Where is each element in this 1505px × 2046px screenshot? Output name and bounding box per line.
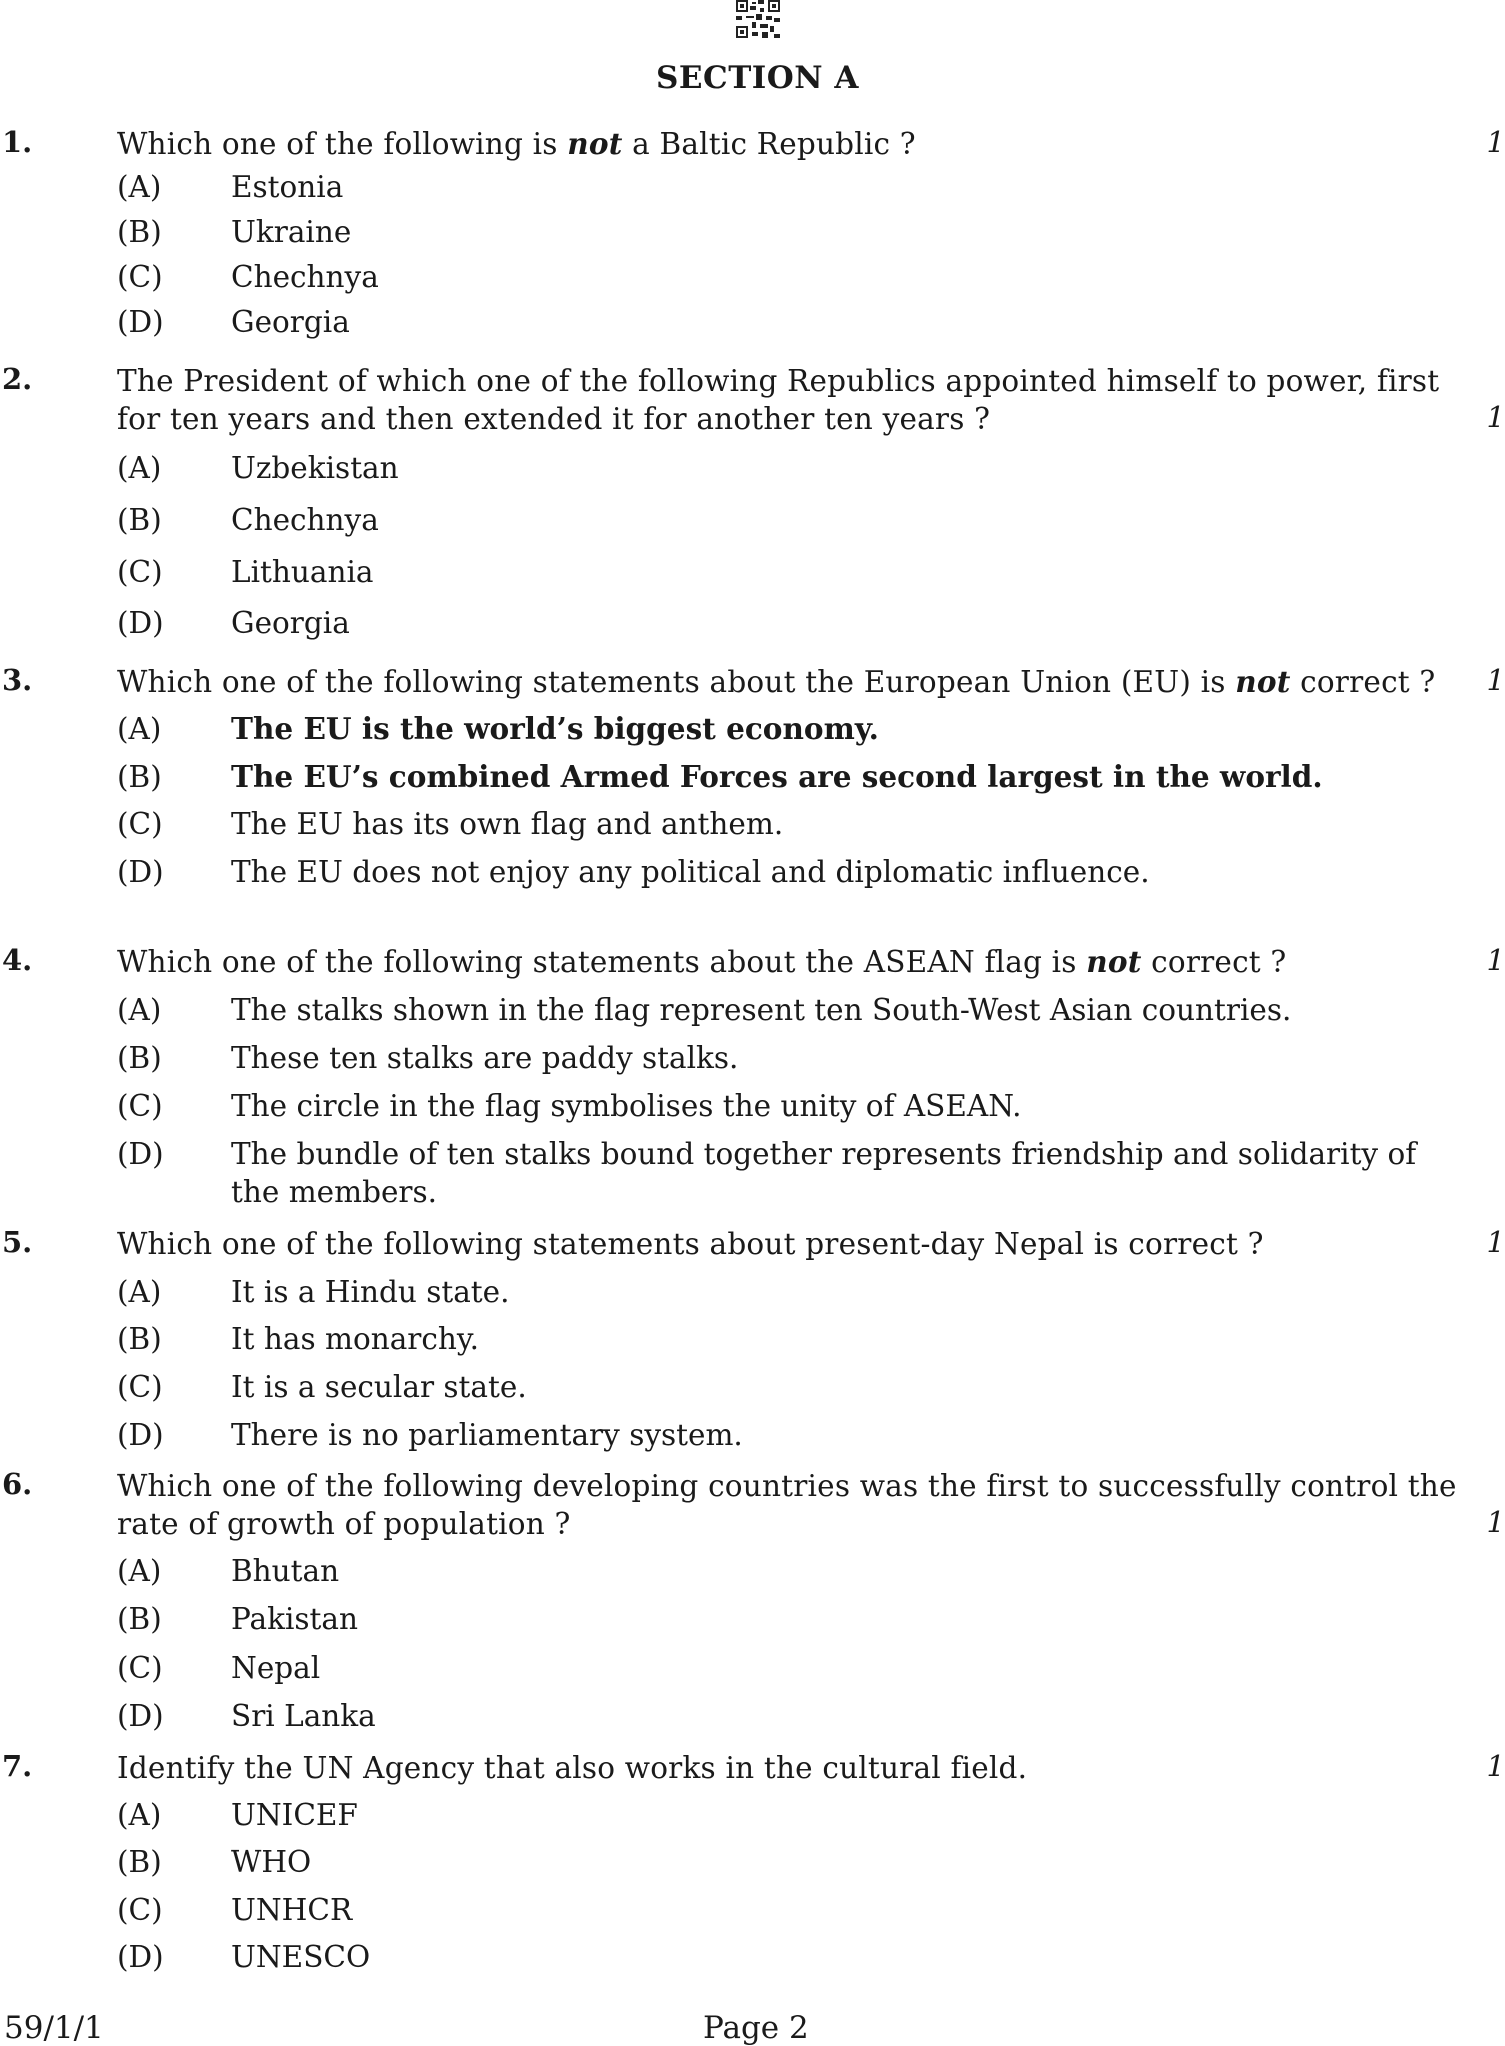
question-marks: 1 — [1486, 1225, 1505, 1259]
option-a: (A) The stalks shown in the flag represent ten South-West Asian countries. — [117, 993, 1292, 1027]
option-d: (D) Georgia — [117, 305, 350, 339]
question-number: 6. — [2, 1467, 33, 1501]
question-text: Which one of the following statements about present-day Nepal is correct ? — [117, 1227, 1264, 1261]
option-b: (B) These ten stalks are paddy stalks. — [117, 1041, 739, 1075]
option-a: (A) Uzbekistan — [117, 451, 399, 485]
question-marks: 1 — [1486, 663, 1505, 697]
option-d: (D) Georgia — [117, 606, 350, 640]
option-d: (D) The EU does not enjoy any political and diplomatic influence. — [117, 855, 1150, 889]
option-d: (D) Sri Lanka — [117, 1699, 376, 1733]
option-b: (B) The EU’s combined Armed Forces are second largest in the world. — [117, 759, 1323, 794]
question-number: 2. — [2, 362, 33, 396]
option-a: (A) The EU is the world’s biggest economy. — [117, 711, 879, 746]
question-number: 1. — [2, 125, 33, 159]
option-d: (D) There is no parliamentary system. — [117, 1418, 743, 1452]
footer-page: Page 2 — [703, 2010, 809, 2046]
option-d: (D) UNESCO — [117, 1940, 371, 1974]
option-b: (B) WHO — [117, 1845, 312, 1879]
qr-code-icon — [736, 0, 780, 38]
option-b: (B) It has monarchy. — [117, 1322, 480, 1356]
question-number: 3. — [2, 663, 33, 697]
question-number: 7. — [2, 1749, 33, 1783]
option-c: (C) The circle in the flag symbolises the unity of ASEAN. — [117, 1089, 1022, 1123]
option-c: (C) UNHCR — [117, 1893, 353, 1927]
option-b: (B) Ukraine — [117, 215, 352, 249]
section-title: SECTION A — [656, 60, 859, 96]
option-d: (D) The bundle of ten stalks bound together represents friendship and solidarity of the members. — [117, 1137, 1417, 1209]
option-b: (B) Chechnya — [117, 503, 379, 537]
option-a: (A) Bhutan — [117, 1554, 340, 1588]
option-c: (C) Chechnya — [117, 260, 379, 294]
question-marks: 1 — [1486, 400, 1505, 434]
question-text: The President of which one of the following Republics appointed himself to power, first for ten years and then extended it for another ten years ? — [117, 364, 1440, 436]
option-a: (A) It is a Hindu state. — [117, 1275, 510, 1309]
question-marks: 1 — [1486, 1749, 1505, 1783]
question-number: 4. — [2, 943, 33, 977]
question-text: Which one of the following is not a Baltic Republic ? — [117, 126, 916, 161]
option-c: (C) It is a secular state. — [117, 1370, 527, 1404]
question-text: Identify the UN Agency that also works in the cultural field. — [117, 1751, 1028, 1785]
question-text: Which one of the following statements about the ASEAN flag is not correct ? — [117, 944, 1287, 979]
option-b: (B) Pakistan — [117, 1602, 359, 1636]
option-a: (A) Estonia — [117, 170, 344, 204]
option-a: (A) UNICEF — [117, 1798, 358, 1832]
option-c: (C) Lithuania — [117, 555, 374, 589]
option-c: (C) The EU has its own flag and anthem. — [117, 807, 784, 841]
question-text: Which one of the following statements about the European Union (EU) is not correct ? — [117, 664, 1436, 699]
question-marks: 1 — [1486, 1505, 1505, 1539]
question-text: Which one of the following developing countries was the first to successfully control the rate of growth of population ? — [117, 1469, 1457, 1541]
question-number: 5. — [2, 1225, 33, 1259]
option-c: (C) Nepal — [117, 1651, 321, 1685]
footer-code: 59/1/1 — [4, 2010, 104, 2046]
question-marks: 1 — [1486, 125, 1505, 159]
question-marks: 1 — [1486, 943, 1505, 977]
